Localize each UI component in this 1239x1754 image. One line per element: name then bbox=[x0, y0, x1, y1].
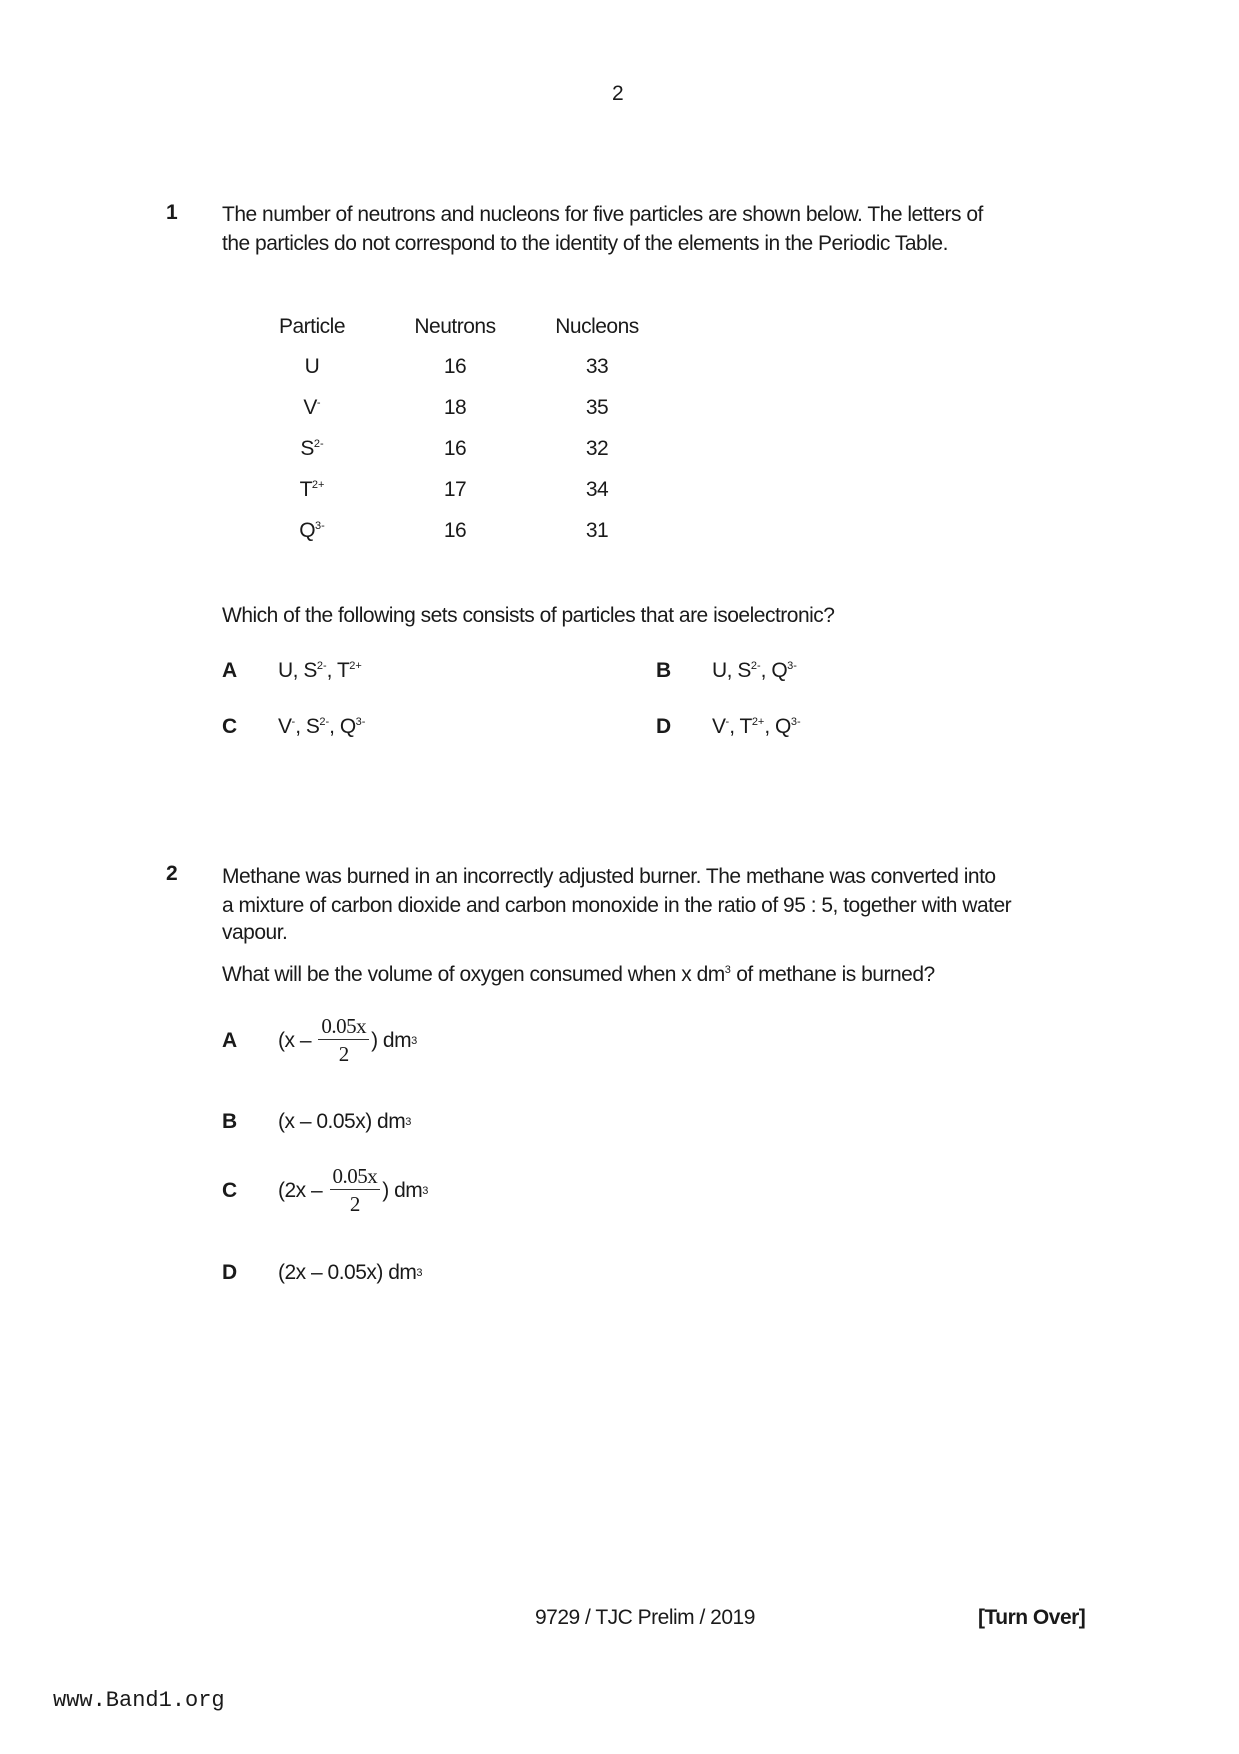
particle-symbol: T bbox=[336, 659, 350, 682]
particle-symbol: S bbox=[303, 659, 317, 682]
particle-charge: 2- bbox=[319, 716, 330, 728]
particle-charge: - bbox=[291, 716, 296, 728]
particle-charge: 2+ bbox=[311, 479, 325, 491]
particle-charge: - bbox=[316, 397, 321, 409]
option-letter: A bbox=[222, 1029, 237, 1052]
fraction-numerator: 0.05x bbox=[330, 1163, 381, 1190]
prompt-text: What will be the volume of oxygen consumed when x dm bbox=[222, 963, 725, 986]
particle-symbol: U bbox=[278, 659, 293, 682]
table-header-particle: Particle bbox=[278, 315, 346, 338]
cell-neutrons: 16 bbox=[443, 355, 467, 378]
expression-text: ) dm bbox=[371, 1029, 412, 1052]
answer-option-c[interactable] bbox=[222, 712, 365, 741]
particle-symbol: S bbox=[300, 437, 314, 460]
page-number: 2 bbox=[612, 82, 624, 105]
prompt-text: of methane is burned? bbox=[730, 963, 935, 986]
cell-nucleons: 35 bbox=[585, 396, 609, 419]
question-stem-line: a mixture of carbon dioxide and carbon monoxide in the ratio of 95 : 5, together with water bbox=[222, 894, 1012, 917]
particle-charge: 2+ bbox=[349, 660, 362, 672]
cell-particle bbox=[262, 437, 362, 461]
answer-option-a[interactable]: A (x – $\frac{0.05x}{2}$ ) dm 3 bbox=[222, 1014, 418, 1066]
particle-charge: 3- bbox=[355, 716, 366, 728]
option-letter: C bbox=[222, 1179, 237, 1202]
fraction bbox=[318, 1013, 369, 1068]
question-number: 1 bbox=[166, 201, 178, 224]
fraction-numerator: 0.05x bbox=[318, 1013, 369, 1040]
separator: , bbox=[764, 715, 776, 738]
separator: , bbox=[295, 715, 306, 738]
option-letter: C bbox=[222, 715, 237, 738]
option-letter: D bbox=[656, 715, 671, 738]
particle-symbol: T bbox=[739, 715, 752, 738]
particle-charge: 2- bbox=[313, 438, 324, 450]
particle-symbol: S bbox=[305, 715, 320, 738]
question-stem-line: vapour. bbox=[222, 921, 288, 944]
separator: , bbox=[729, 715, 740, 738]
particle-symbol: V bbox=[278, 715, 292, 738]
option-letter: A bbox=[222, 659, 237, 682]
cell-particle bbox=[262, 478, 362, 502]
particle-symbol: T bbox=[299, 478, 312, 501]
table-header-nucleons: Nucleons bbox=[555, 315, 639, 338]
footer-paper-code: 9729 / TJC Prelim / 2019 bbox=[535, 1606, 755, 1629]
expression-text: (2x – 0.05x) dm bbox=[278, 1261, 417, 1284]
question-stem-line: the particles do not correspond to the identity of the elements in the Periodic Table. bbox=[222, 232, 948, 255]
cell-particle bbox=[262, 396, 362, 420]
particle-symbol: S bbox=[737, 659, 751, 682]
cell-nucleons: 31 bbox=[585, 519, 609, 542]
particle-symbol: V bbox=[712, 715, 726, 738]
answer-option-b[interactable]: B (x – 0.05x) dm 3 bbox=[222, 1107, 411, 1136]
cell-neutrons: 18 bbox=[443, 396, 467, 419]
particle-charge: 2+ bbox=[751, 716, 765, 728]
particle-charge: 3- bbox=[790, 716, 801, 728]
cell-nucleons: 33 bbox=[585, 355, 609, 378]
answer-option-d[interactable]: D (2x – 0.05x) dm 3 bbox=[222, 1258, 423, 1287]
cell-neutrons: 17 bbox=[443, 478, 467, 501]
expression-text: (x – bbox=[278, 1029, 317, 1052]
watermark-url: www.Band1.org bbox=[53, 1688, 225, 1713]
option-letter: D bbox=[222, 1261, 237, 1284]
particle-charge: - bbox=[725, 716, 730, 728]
turn-over-label: [Turn Over] bbox=[978, 1606, 1086, 1629]
answer-option-b[interactable] bbox=[656, 656, 797, 685]
option-letter: B bbox=[656, 659, 671, 682]
answer-option-a[interactable] bbox=[222, 656, 362, 685]
expression-text: (x – 0.05x) dm bbox=[278, 1110, 406, 1133]
superscript: 3 bbox=[724, 964, 731, 976]
question-stem-line: Methane was burned in an incorrectly adjusted burner. The methane was converted into bbox=[222, 865, 996, 888]
question-number: 2 bbox=[166, 862, 178, 885]
particle-charge: 2- bbox=[750, 660, 761, 672]
option-letter: B bbox=[222, 1110, 237, 1133]
particle-symbol: Q bbox=[339, 715, 356, 738]
separator: , bbox=[760, 659, 772, 682]
question-prompt bbox=[222, 960, 935, 989]
table-header-neutrons: Neutrons bbox=[414, 315, 496, 338]
particle-charge: 3- bbox=[315, 520, 325, 532]
fraction-denominator: 2 bbox=[349, 1192, 360, 1216]
separator: , bbox=[329, 715, 340, 738]
expression-text: (2x – bbox=[278, 1179, 328, 1202]
particle-charge: 3- bbox=[787, 660, 797, 672]
separator: , bbox=[326, 659, 337, 682]
expression-text: ) dm bbox=[382, 1179, 423, 1202]
fraction bbox=[330, 1163, 381, 1218]
cell-particle bbox=[262, 519, 362, 543]
separator: , bbox=[726, 659, 738, 682]
question-prompt: Which of the following sets consists of particles that are isoelectronic? bbox=[222, 604, 835, 627]
cell-particle bbox=[262, 355, 362, 379]
cell-neutrons: 16 bbox=[443, 519, 467, 542]
particle-symbol: U bbox=[304, 355, 320, 378]
answer-option-c[interactable]: C (2x – $\frac{0.05x}{2}$ ) dm 3 bbox=[222, 1164, 429, 1216]
particle-symbol: Q bbox=[299, 519, 316, 542]
fraction-denominator: 2 bbox=[338, 1042, 349, 1066]
particle-symbol: V bbox=[303, 396, 317, 419]
particle-symbol: Q bbox=[771, 659, 788, 682]
question-stem-line: The number of neutrons and nucleons for five particles are shown below. The letters of bbox=[222, 203, 983, 226]
particle-charge: 2- bbox=[316, 660, 327, 672]
answer-option-d[interactable] bbox=[656, 712, 801, 741]
particle-symbol: U bbox=[712, 659, 727, 682]
cell-neutrons: 16 bbox=[443, 437, 467, 460]
separator: , bbox=[292, 659, 304, 682]
cell-nucleons: 32 bbox=[585, 437, 609, 460]
particle-symbol: Q bbox=[775, 715, 791, 738]
cell-nucleons: 34 bbox=[585, 478, 609, 501]
